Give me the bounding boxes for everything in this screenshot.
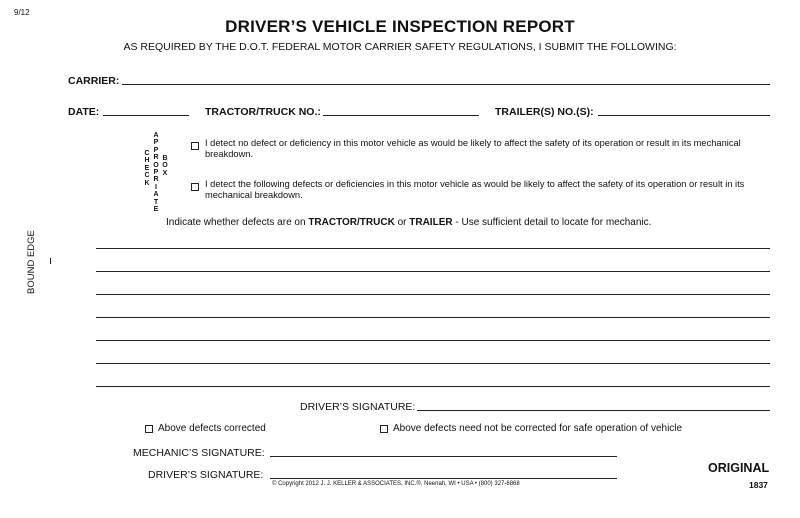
form-revision: 9/12	[14, 8, 30, 17]
check-vertical-label: C H E C K	[144, 150, 150, 187]
defects-corrected-label: Above defects corrected	[158, 423, 266, 434]
bound-edge-tick	[50, 258, 51, 264]
instruction-text: Indicate whether defects are on TRACTOR/TRUCK or TRAILER - Use sufficient detail to locate for mechanic.	[166, 217, 652, 228]
carrier-field[interactable]	[122, 84, 770, 85]
no-defect-text: I detect no defect or deficiency in this motor vehicle as would be likely to affect the safety of its operation or result in its mechanical breakdown.	[205, 138, 741, 159]
drivers-signature-label: DRIVER’S SIGNATURE:	[300, 401, 416, 413]
defects-checkbox[interactable]	[191, 183, 199, 191]
trailer-label: TRAILER(S) NO.(S):	[495, 106, 594, 118]
page-title: DRIVER’S VEHICLE INSPECTION REPORT	[225, 17, 575, 36]
date-label: DATE:	[68, 106, 100, 118]
defects-corrected-checkbox[interactable]	[145, 425, 153, 433]
defect-line[interactable]	[96, 294, 770, 295]
tractor-label: TRACTOR/TRUCK NO.:	[205, 106, 321, 118]
trailer-field[interactable]	[598, 115, 770, 116]
not-needed-checkbox[interactable]	[380, 425, 388, 433]
drivers-signature-2-label: DRIVER’S SIGNATURE:	[148, 469, 264, 481]
mechanics-signature-label: MECHANIC’S SIGNATURE:	[133, 447, 265, 459]
defects-text: I detect the following defects or deficiencies in this motor vehicle as would be likely to affect the safety of its operation or result in its mechanical breakdown.	[205, 179, 745, 200]
page-subtitle: AS REQUIRED BY THE D.O.T. FEDERAL MOTOR CARRIER SAFETY REGULATIONS, I SUBMIT THE FOLLOWING:	[123, 41, 677, 53]
bound-edge-label: BOUND EDGE	[26, 230, 37, 294]
appropriate-vertical-label: A P P R O P R I A T E	[153, 132, 159, 214]
mechanics-signature-field[interactable]	[270, 456, 617, 457]
not-needed-label: Above defects need not be corrected for safe operation of vehicle	[393, 423, 683, 434]
drivers-signature-2-field[interactable]	[270, 478, 617, 479]
defect-line[interactable]	[96, 317, 770, 318]
tractor-field[interactable]	[323, 115, 479, 116]
defect-line[interactable]	[96, 386, 770, 387]
drivers-signature-field[interactable]	[417, 410, 770, 411]
form-number: 1837	[749, 480, 768, 490]
copy-label: ORIGINAL	[708, 461, 770, 475]
carrier-label: CARRIER:	[68, 75, 120, 87]
box-vertical-label: B O X	[162, 155, 168, 177]
defect-line[interactable]	[96, 340, 770, 341]
copyright-text: © Copyright 2012 J. J. KELLER & ASSOCIATES, INC.®, Neenah, WI • USA • (800) 327-6868	[272, 481, 520, 487]
defect-line[interactable]	[96, 248, 770, 249]
no-defect-checkbox[interactable]	[191, 142, 199, 150]
date-field[interactable]	[103, 115, 189, 116]
defect-line[interactable]	[96, 271, 770, 272]
defect-line[interactable]	[96, 363, 770, 364]
